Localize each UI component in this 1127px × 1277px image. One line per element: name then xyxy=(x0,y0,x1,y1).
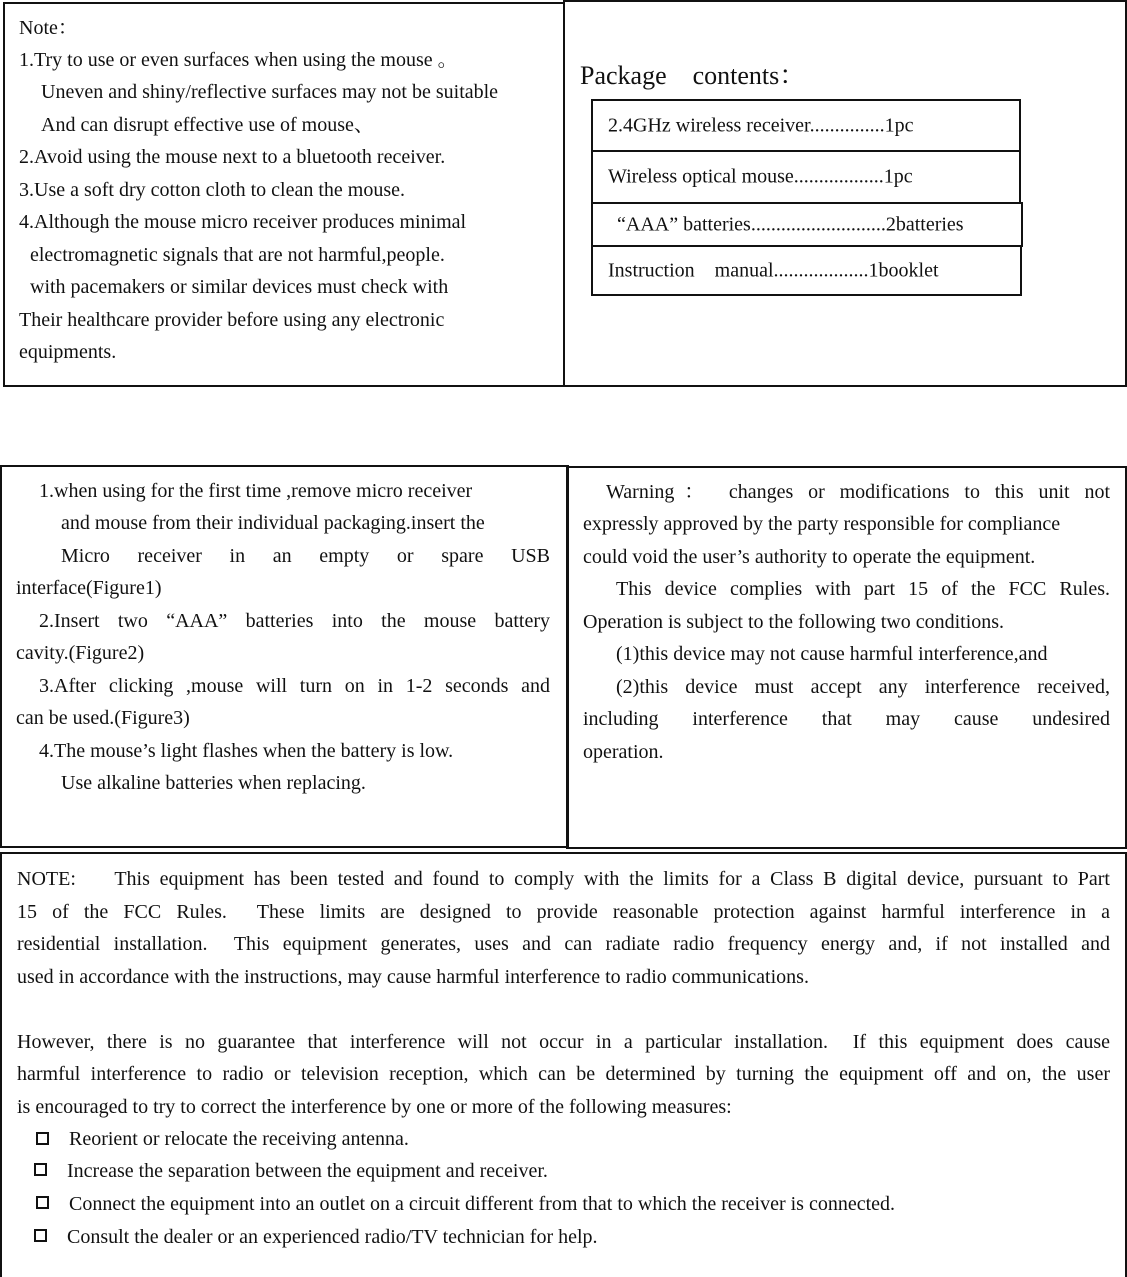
package-item-label: 2.4GHz wireless receiver...............1pc xyxy=(608,114,914,136)
fcc-measure: Reorient or relocate the receiving antenna. xyxy=(69,1128,409,1150)
note-line: Their healthcare provider before using any electronic xyxy=(19,309,445,331)
package-item-label: “AAA” batteries...........................2batteries xyxy=(617,213,964,235)
warning-line: operation. xyxy=(583,741,664,763)
package-item xyxy=(591,150,1021,204)
fcc-measure: Increase the separation between the equipment and receiver. xyxy=(67,1160,548,1182)
warning-line: could void the user’s authority to operate the equipment. xyxy=(583,546,1036,568)
warning-line: Warning： changes or modifications to this unit not xyxy=(606,481,1110,503)
package-item-label: Instruction manual...................1booklet xyxy=(608,259,939,281)
package-title: Package contents： xyxy=(580,61,806,90)
fcc-line: 15 of the FCC Rules. These limits are designed to provide reasonable protection against harmful interference in a xyxy=(17,901,1110,923)
note-line: electromagnetic signals that are not harmful,people. xyxy=(30,244,445,266)
note-line: 2.Avoid using the mouse next to a bluetooth receiver. xyxy=(19,146,446,168)
usage-line: 3.After clicking ,mouse will turn on in 1-2 seconds and xyxy=(39,675,550,697)
package-item xyxy=(591,245,1022,296)
usage-line: 1.when using for the first time ,remove micro receiver xyxy=(39,480,473,502)
fcc-line: used in accordance with the instructions, may cause harmful interference to radio communications. xyxy=(17,966,809,988)
warning-line: (1)this device may not cause harmful interference,and xyxy=(616,643,1048,665)
note-line: 1.Try to use or even surfaces when using the mouse 。 xyxy=(19,49,458,71)
usage-line: cavity.(Figure2) xyxy=(16,642,145,664)
fcc-line: residential installation. This equipment generates, uses and can radiate radio frequency energy and, if not installed and xyxy=(17,933,1110,955)
usage-line: interface(Figure1) xyxy=(16,577,162,599)
usage-line: 4.The mouse’s light flashes when the battery is low. xyxy=(39,740,454,762)
note-line: Uneven and shiny/reflective surfaces may not be suitable xyxy=(41,81,499,103)
usage-line: Use alkaline batteries when replacing. xyxy=(61,772,366,794)
warning-line: This device complies with part 15 of the FCC Rules. xyxy=(616,578,1110,600)
fcc-line: harmful interference to radio or television reception, which can be determined by turning the equipment off and on, the user xyxy=(17,1063,1110,1085)
note-line: 3.Use a soft dry cotton cloth to clean the mouse. xyxy=(19,179,406,201)
package-item-label: Wireless optical mouse..................1pc xyxy=(608,165,913,188)
fcc-line: However, there is no guarantee that interference will not occur in a particular installation. If this equipment does cause xyxy=(17,1031,1110,1053)
package-item xyxy=(591,99,1021,152)
note-heading: Note： xyxy=(19,17,78,39)
checkbox-icon xyxy=(36,1196,49,1209)
usage-line: can be used.(Figure3) xyxy=(16,707,190,729)
fcc-measure: Connect the equipment into an outlet on a circuit different from that to which the receiver is connected. xyxy=(69,1193,896,1215)
note-line: equipments. xyxy=(19,341,117,363)
note-line: with pacemakers or similar devices must check with xyxy=(30,276,449,298)
note-line: And can disrupt effective use of mouse、 xyxy=(41,114,374,136)
warning-line: expressly approved by the party responsible for compliance xyxy=(583,513,1061,535)
warning-line: including interference that may cause undesired xyxy=(583,708,1110,730)
usage-line: 2.Insert two “AAA” batteries into the mouse battery xyxy=(39,610,550,632)
fcc-line: is encouraged to try to correct the interference by one or more of the following measures: xyxy=(17,1096,732,1118)
fcc-line: NOTE: This equipment has been tested and found to comply with the limits for a Class B digital device, pursuant to Part xyxy=(17,868,1110,890)
usage-line: Micro receiver in an empty or spare USB xyxy=(61,545,550,567)
checkbox-icon xyxy=(36,1132,49,1145)
warning-line: Operation is subject to the following two conditions. xyxy=(583,611,1005,633)
usage-line: and mouse from their individual packaging.insert the xyxy=(61,512,485,534)
package-item xyxy=(591,202,1023,247)
note-line: 4.Although the mouse micro receiver produces minimal xyxy=(19,211,467,233)
checkbox-icon xyxy=(34,1229,47,1242)
warning-line: (2)this device must accept any interference received, xyxy=(616,676,1110,698)
fcc-measure: Consult the dealer or an experienced radio/TV technician for help. xyxy=(67,1226,598,1248)
checkbox-icon xyxy=(34,1163,47,1176)
